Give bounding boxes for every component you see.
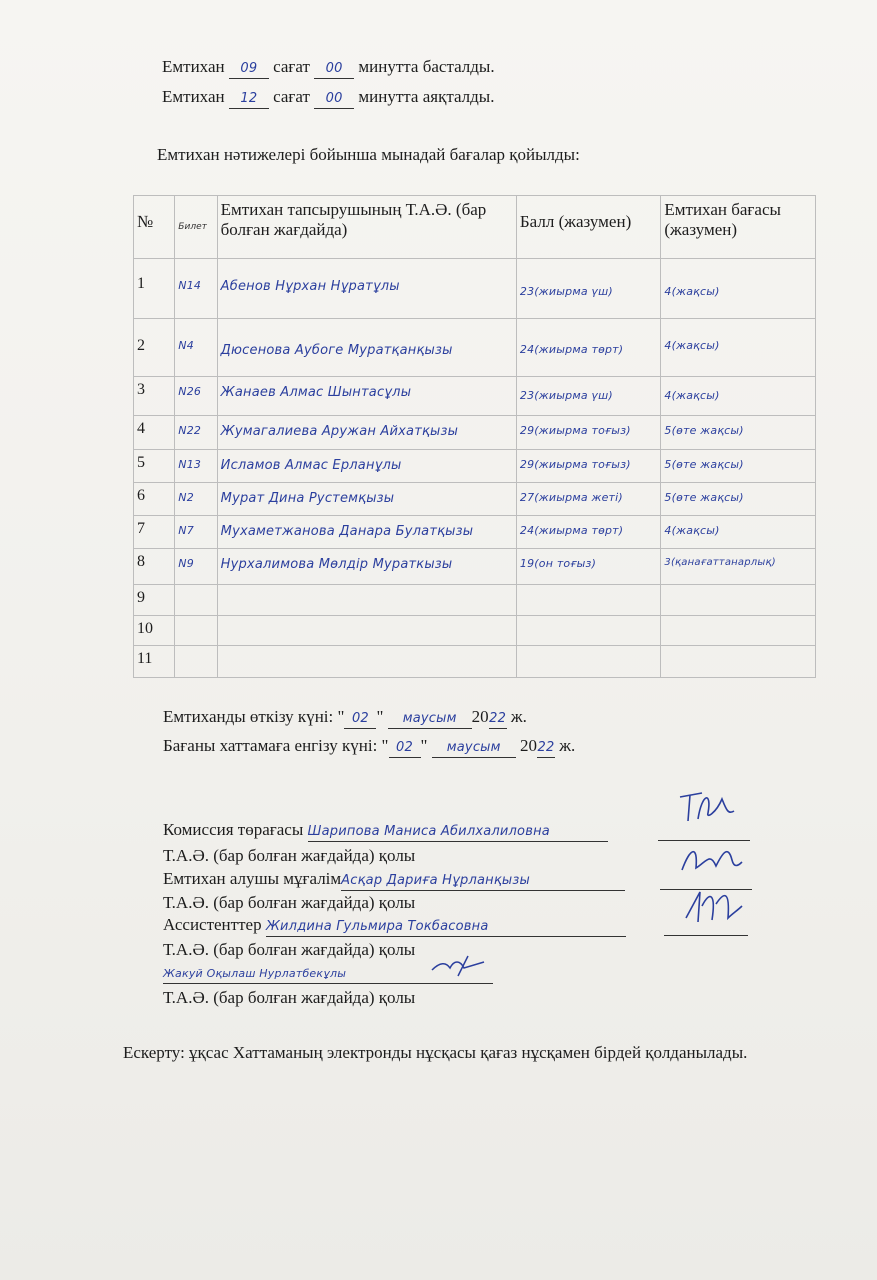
cell-grade — [661, 377, 816, 416]
cell-ball — [516, 416, 660, 450]
cell-bilet — [175, 416, 217, 450]
table-row — [134, 319, 816, 377]
entry-date-line: Бағаны хаттамаға енгізу күні: " 02 " маусым 2022 ж. — [163, 736, 575, 758]
table-header-row — [134, 196, 816, 259]
cell-name — [217, 416, 516, 450]
cell-bilet — [175, 585, 217, 616]
header-bilet-label: Билет — [178, 222, 207, 232]
chair-line — [163, 820, 608, 842]
table-row — [134, 585, 816, 616]
grades-table — [133, 195, 816, 678]
bilet-value: N13 — [178, 458, 202, 471]
cell-no: 3 — [134, 377, 175, 416]
exam-year-suffix: 22 — [489, 710, 507, 729]
cell-bilet — [175, 516, 217, 549]
grade-value: 3(қанағаттанарлық) — [664, 557, 776, 568]
student-name: Нурхалимова Мөлдір Мураткызы — [220, 557, 453, 572]
cell-bilet — [175, 450, 217, 483]
cell-bilet — [175, 549, 217, 585]
cell-no: 10 — [134, 616, 175, 646]
bilet-value: N9 — [178, 557, 194, 570]
cell-grade — [661, 416, 816, 450]
cell-grade — [661, 516, 816, 549]
student-name: Мухаметжанова Данара Булатқызы — [220, 524, 474, 539]
cell-name — [217, 483, 516, 516]
chair-label: Комиссия төрағасы — [163, 820, 304, 839]
exam-date-label: Емтиханды өткізу күні: — [163, 707, 334, 726]
entry-month: маусым — [432, 739, 516, 758]
grade-value: 4(жақсы) — [664, 524, 720, 537]
cell-ball — [516, 516, 660, 549]
ball-value: 29(жиырма тоғыз) — [519, 458, 631, 471]
ball-value: 24(жиырма төрт) — [519, 524, 624, 537]
cell-no: 9 — [134, 585, 175, 616]
cell-ball — [516, 377, 660, 416]
cell-name — [217, 616, 516, 646]
assistant2-name: Жакуй Оқылаш Нурлатбекұлы — [163, 965, 493, 984]
end-prefix: Емтихан — [162, 87, 225, 106]
bilet-value: N14 — [178, 279, 202, 292]
cell-no: 2 — [134, 319, 175, 377]
table-row — [134, 259, 816, 319]
ball-value: 23(жиырма үш) — [519, 285, 613, 298]
entry-year-suffix: 22 — [537, 739, 555, 758]
cell-bilet — [175, 646, 217, 678]
ball-value: 29(жиырма тоғыз) — [519, 424, 631, 437]
cell-no: 7 — [134, 516, 175, 549]
exam-year-prefix: 20 — [471, 707, 489, 726]
start-suffix: минутта басталды. — [358, 57, 495, 76]
start-hour-label: сағат — [273, 57, 310, 76]
cell-name — [217, 450, 516, 483]
cell-ball — [516, 259, 660, 319]
cell-name — [217, 319, 516, 377]
examiner-name: Асқар Дариға Нұрланқызы — [341, 872, 625, 891]
cell-bilet — [175, 616, 217, 646]
cell-ball — [516, 483, 660, 516]
table-row — [134, 377, 816, 416]
header-ball: Балл (жазумен) — [516, 196, 660, 259]
end-min: 00 — [314, 90, 354, 109]
fio-label-3: Т.А.Ә. (бар болған жағдайда) қолы — [163, 940, 416, 959]
cell-ball — [516, 646, 660, 678]
student-name: Исламов Алмас Ерланұлы — [220, 458, 402, 473]
grade-value: 4(жақсы) — [664, 285, 720, 298]
exam-date-line: Емтиханды өткізу күні: " 02 " маусым 2022 ж. — [163, 707, 527, 729]
grade-value: 5(өте жақсы) — [664, 424, 744, 437]
table-row — [134, 483, 816, 516]
header-bilet — [175, 196, 217, 259]
exam-end-line — [162, 87, 494, 109]
cell-no: 11 — [134, 646, 175, 678]
entry-year-prefix: 20 — [519, 736, 537, 755]
exam-month: маусым — [388, 710, 472, 729]
student-name: Жанаев Алмас Шынтасұлы — [220, 385, 412, 400]
cell-bilet — [175, 377, 217, 416]
student-name: Абенов Нұрхан Нұратұлы — [220, 279, 400, 294]
cell-ball — [516, 450, 660, 483]
cell-no: 5 — [134, 450, 175, 483]
cell-grade — [661, 549, 816, 585]
ball-value: 23(жиырма үш) — [519, 389, 613, 402]
fio-label-4: Т.А.Ә. (бар болған жағдайда) қолы — [163, 988, 416, 1007]
bilet-value: N22 — [178, 424, 202, 437]
end-suffix: минутта аяқталды. — [358, 87, 495, 106]
cell-ball — [516, 549, 660, 585]
fio-label-1: Т.А.Ә. (бар болған жағдайда) қолы — [163, 846, 416, 865]
bilet-value: N2 — [178, 491, 194, 504]
header-no: № — [134, 196, 175, 259]
table-row — [134, 646, 816, 678]
results-title: Емтихан нәтижелері бойынша мынадай бағалар қойылды: — [157, 145, 580, 164]
cell-no: 4 — [134, 416, 175, 450]
cell-grade — [661, 585, 816, 616]
bilet-value: N26 — [178, 385, 202, 398]
cell-grade — [661, 259, 816, 319]
assistants-label: Ассистенттер — [163, 915, 262, 934]
cell-grade — [661, 319, 816, 377]
header-name: Емтихан тапсырушының Т.А.Ә. (бар болған жағдайда) — [217, 196, 516, 259]
table-row — [134, 516, 816, 549]
table-row — [134, 549, 816, 585]
cell-name — [217, 585, 516, 616]
student-name: Мурат Дина Рустемқызы — [220, 491, 395, 506]
bilet-value: N4 — [178, 339, 194, 352]
cell-ball — [516, 585, 660, 616]
ball-value: 19(он тоғыз) — [519, 557, 597, 570]
assistant-name: Жилдина Гульмира Токбасовна — [266, 918, 626, 937]
student-name: Дюсенова Аубоге Муратқанқызы — [220, 343, 453, 358]
table-row — [134, 616, 816, 646]
start-prefix: Емтихан — [162, 57, 225, 76]
table-row — [134, 416, 816, 450]
cell-no: 8 — [134, 549, 175, 585]
cell-grade — [661, 450, 816, 483]
exam-year-end: ж. — [510, 707, 527, 726]
bilet-value: N7 — [178, 524, 194, 537]
assistant-signature — [680, 884, 746, 928]
entry-date-label: Бағаны хаттамаға енгізу күні: — [163, 736, 378, 755]
cell-grade — [661, 616, 816, 646]
cell-bilet — [175, 259, 217, 319]
examiner-label: Емтихан алушы мұғалім — [163, 869, 342, 888]
exam-day: 02 — [344, 710, 376, 729]
cell-name — [217, 549, 516, 585]
cell-grade — [661, 483, 816, 516]
cell-grade — [661, 646, 816, 678]
cell-name — [217, 516, 516, 549]
assistants-line — [163, 915, 626, 937]
chair-signature — [672, 783, 742, 827]
cell-name — [217, 646, 516, 678]
fio-label-2: Т.А.Ә. (бар болған жағдайда) қолы — [163, 893, 416, 912]
ball-value: 24(жиырма төрт) — [519, 343, 624, 356]
cell-bilet — [175, 319, 217, 377]
exam-start-line — [162, 57, 495, 79]
cell-no: 6 — [134, 483, 175, 516]
entry-day: 02 — [389, 739, 421, 758]
grade-value: 4(жақсы) — [664, 389, 720, 402]
cell-name — [217, 377, 516, 416]
grade-value: 4(жақсы) — [664, 339, 720, 352]
examiner-signature — [676, 838, 746, 880]
examiner-line — [163, 869, 625, 891]
header-grade: Емтихан бағасы (жазумен) — [661, 196, 816, 259]
note-text: Ескерту: ұқсас Хаттаманың электронды нұсқасы қағаз нұсқамен бірдей қолданылады. — [123, 1043, 748, 1062]
cell-no: 1 — [134, 259, 175, 319]
cell-bilet — [175, 483, 217, 516]
end-hour: 12 — [229, 90, 269, 109]
entry-year-end: ж. — [559, 736, 576, 755]
end-hour-label: сағат — [273, 87, 310, 106]
start-hour: 09 — [229, 60, 269, 79]
assistant2-signature — [428, 952, 488, 978]
start-min: 00 — [314, 60, 354, 79]
grade-value: 5(өте жақсы) — [664, 458, 744, 471]
cell-ball — [516, 616, 660, 646]
cell-name — [217, 259, 516, 319]
chair-name: Шарипова Маниса Абилхалиловна — [308, 823, 608, 842]
ball-value: 27(жиырма жеті) — [519, 491, 623, 504]
student-name: Жумагалиева Аружан Айхатқызы — [220, 424, 459, 439]
cell-ball — [516, 319, 660, 377]
table-row — [134, 450, 816, 483]
grade-value: 5(өте жақсы) — [664, 491, 744, 504]
